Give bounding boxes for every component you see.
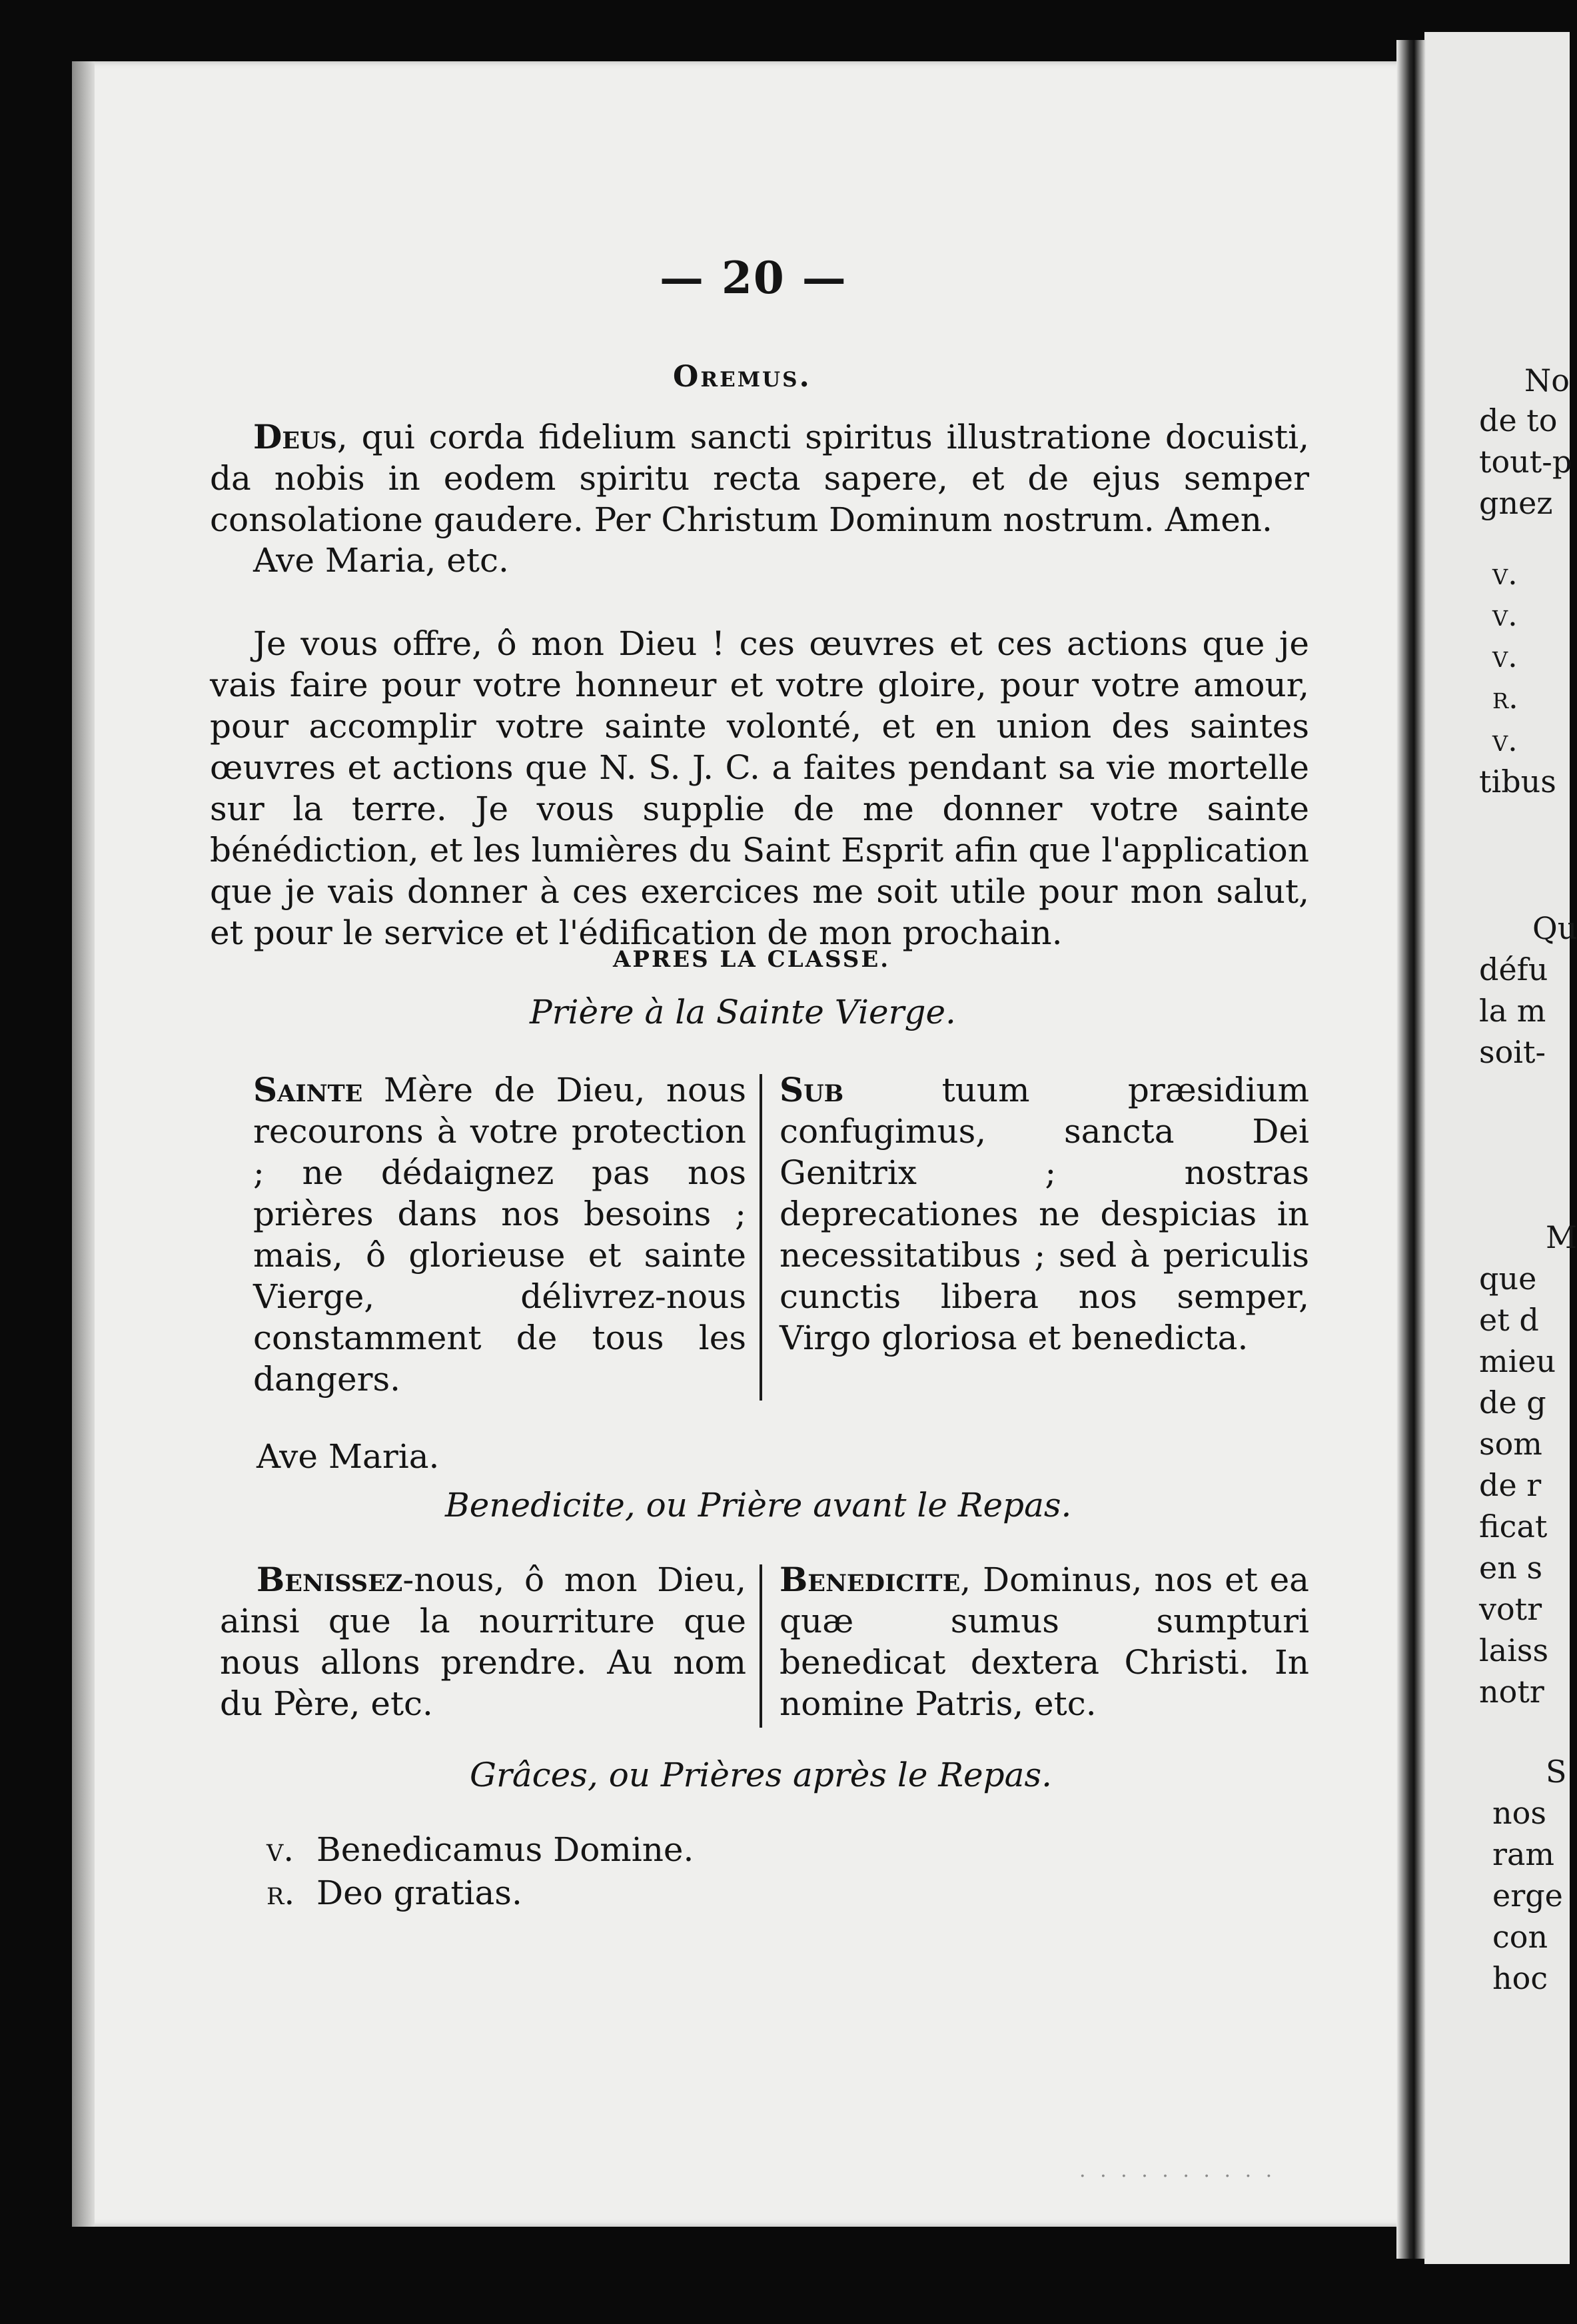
page-speckle: . . . . . . . . . . — [1079, 2159, 1277, 2182]
column-divider-2 — [760, 1564, 762, 1728]
right-page-fragment: r. — [1492, 680, 1518, 716]
right-page-fragment: tibus — [1479, 764, 1556, 800]
after-class-ave: Ave Maria. — [257, 1437, 440, 1476]
right-page-fragment: som — [1479, 1426, 1542, 1462]
graces-heading: Grâces, ou Prières après le Repas. — [470, 1756, 1052, 1794]
right-page-fragment: erge — [1492, 1878, 1563, 1914]
right-page-fragment: No — [1524, 362, 1570, 398]
right-page-fragment: la m — [1479, 993, 1546, 1029]
right-page-fragment: ficat — [1479, 1508, 1548, 1544]
page-edge — [72, 61, 95, 2227]
right-page-fragment: gnez — [1479, 485, 1553, 521]
right-page-fragment: con — [1492, 1919, 1548, 1955]
right-page-fragment: votr — [1479, 1591, 1542, 1627]
offering-paragraph: Je vous offre, ô mon Dieu ! ces œuvres et ces actions que je vais faire pour votre honneur et votre gloire, pour votre amour, pour accomplir votre sainte volonté, et en union des saintes œuvres et actions que N. S. J. C. a faites pendant sa vie mortelle sur la terre. Je vous supplie de me donner votre sainte bénédiction, et les lumières du Saint Esprit afin que l'application que je vais donner à ces exercices me soit utile pour mon salut, et pour le service et l'édification de mon prochain. — [210, 624, 1309, 952]
column-divider — [760, 1074, 762, 1401]
right-page-fragment: M — [1546, 1219, 1577, 1255]
benedicite-latin: Benedicite, Dominus, nos et ea quæ sumus sumpturi benedicat dextera Christi. In nomine Patris, etc. — [780, 1560, 1309, 1723]
right-page-fragment: v. — [1492, 597, 1518, 633]
benedicite-french: Benissez-nous, ô mon Dieu, ainsi que la nourriture que nous allons prendre. Au nom du Père, etc. — [220, 1560, 746, 1723]
right-page-fragment: de r — [1479, 1467, 1542, 1503]
right-page-fragment: en s — [1479, 1550, 1543, 1586]
page-number: — 20 — — [660, 252, 847, 304]
sainte-marie-french: Sainte Mère de Dieu, nous recourons à votre protection ; ne dédaignez pas nos prières dans nos besoins ; mais, ô glorieuse et sainte Vierge, délivrez-nous constamment de tous les dangers. — [253, 1070, 746, 1399]
book-gutter — [1396, 40, 1426, 2259]
right-page-fragment: v. — [1492, 556, 1518, 592]
oremus-ave: Ave Maria, etc. — [253, 541, 509, 580]
right-page-fragment: soit- — [1479, 1034, 1546, 1070]
after-class-heading: APRES LA CLASSE. — [613, 946, 891, 973]
right-page-fragment: et d — [1479, 1302, 1539, 1338]
right-page-fragment: défu — [1479, 951, 1548, 987]
right-page-fragment: notr — [1479, 1674, 1544, 1710]
after-class-subtitle: Prière à la Sainte Vierge. — [530, 993, 956, 1031]
right-page-fragment: de g — [1479, 1385, 1546, 1421]
response-line: r. Deo gratias. — [266, 1874, 522, 1912]
right-page-fragment: laiss — [1479, 1632, 1549, 1668]
right-page-fragment: Qu — [1532, 910, 1577, 946]
right-page-fragment: que — [1479, 1261, 1537, 1297]
sub-tuum-latin: Sub tuum præsidium confugimus, sancta Dei Genitrix ; nostras deprecationes ne despicias in necessitatibus ; sed à periculis cunctis libera nos semper, Virgo gloriosa et benedicta. — [780, 1070, 1309, 1357]
right-page-fragment: tout-p — [1479, 444, 1572, 480]
right-page-fragment: v. — [1492, 722, 1518, 758]
right-page-fragment: hoc — [1492, 1960, 1548, 1996]
right-page-fragment: ram — [1492, 1836, 1555, 1872]
oremus-lead: Deus — [253, 417, 337, 456]
right-page-fragment: mieu — [1479, 1343, 1556, 1379]
right-page-fragment: nos — [1492, 1795, 1546, 1831]
right-page-fragment: v. — [1492, 638, 1518, 674]
oremus-heading: Oremus. — [673, 360, 811, 394]
right-page-fragment: S — [1546, 1754, 1567, 1790]
right-page-fragment: de to — [1479, 402, 1558, 438]
benedicite-heading: Benedicite, ou Prière avant le Repas. — [445, 1486, 1072, 1524]
oremus-text: , qui corda fidelium sancti spiritus illustratione docuisti, da nobis in eodem spiritu recta sapere, et de ejus semper consolatione gaudere. Per Christum Dominum nostrum. Amen. — [210, 418, 1309, 539]
oremus-paragraph — [210, 416, 1309, 540]
versicle-line: v. Benedicamus Domine. — [266, 1830, 694, 1869]
